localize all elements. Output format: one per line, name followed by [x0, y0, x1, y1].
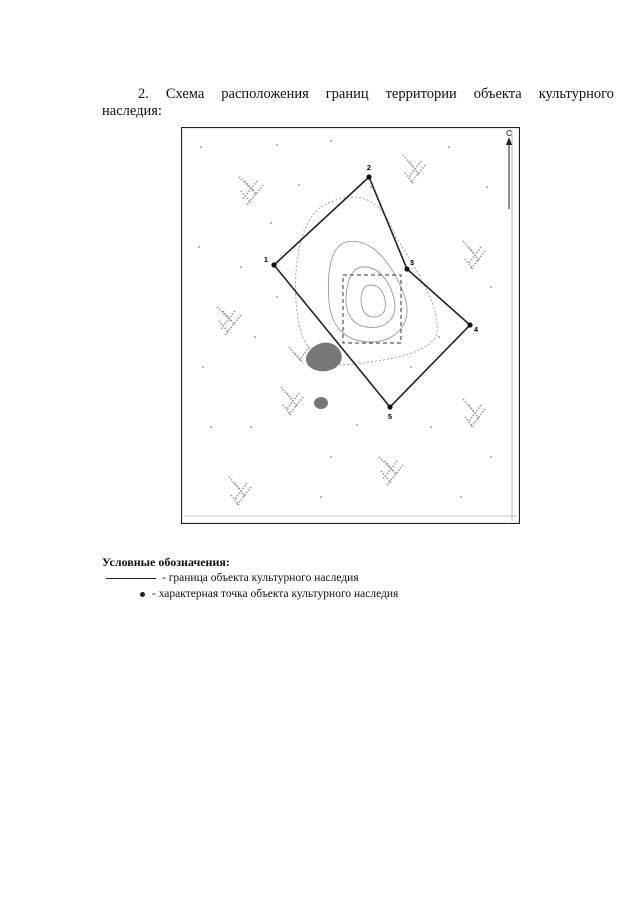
legend-dot-symbol [140, 592, 145, 597]
legend-item-text: - характерная точка объекта культурного наследия [152, 588, 399, 600]
heading-word: Схема [165, 86, 205, 102]
point-marker [404, 266, 409, 271]
heading-word: территории [385, 86, 457, 102]
legend-line-symbol [106, 578, 156, 579]
point-label: 5 [387, 412, 393, 421]
heading-line1 [102, 86, 614, 103]
point-marker [387, 404, 392, 409]
point-marker [366, 174, 371, 179]
point-label: 1 [263, 255, 269, 264]
heading-word: культурного [538, 86, 614, 102]
north-label: С [506, 129, 512, 138]
heading-line2: наследия: [102, 103, 162, 119]
heading-word: 2. [138, 86, 149, 102]
legend-title: Условные обозначения: [102, 555, 230, 569]
heading [102, 86, 614, 120]
point-label: 4 [473, 325, 479, 334]
legend-item-boundary [102, 570, 522, 586]
heading-word: расположения [221, 86, 309, 102]
characteristic-point-2 [366, 163, 371, 180]
site-map-svg [181, 127, 520, 524]
point-marker [467, 322, 472, 327]
heading-word: границ [325, 86, 369, 102]
legend-item-point [102, 586, 522, 602]
site-map [181, 127, 520, 524]
legend-item-text: - граница объекта культурного наследия [162, 572, 359, 584]
heading-word: объекта [473, 86, 522, 102]
point-marker [271, 262, 276, 267]
point-label: 2 [366, 163, 372, 172]
characteristic-point-5 [387, 404, 392, 421]
point-label: 3 [409, 258, 415, 267]
legend [102, 554, 522, 602]
